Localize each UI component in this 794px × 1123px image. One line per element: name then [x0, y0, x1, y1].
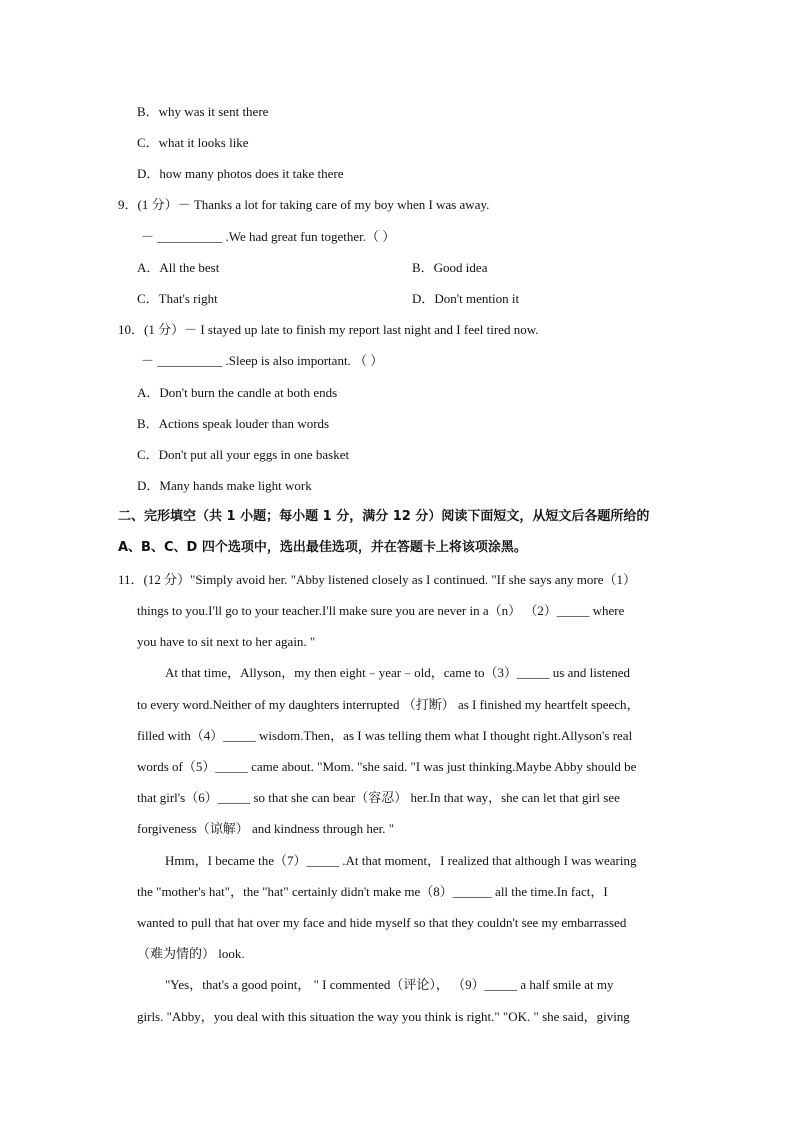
q9-option-c: C．That's right [137, 291, 218, 306]
q10-stem: 10．(1 分）－ I stayed up late to finish my report last night and I feel tired now. [118, 322, 539, 337]
q11-line-1: 11．(12 分）"Simply avoid her. "Abby listened closely as I continued. "If she says any more（1） [118, 572, 637, 587]
q8-option-b: B．why was it sent there [137, 104, 269, 119]
q10-response-blank: __________ [157, 353, 223, 368]
q11-line-15: girls. "Abby，you deal with this situation the way you think is right." "OK. " she said，giving [137, 1009, 630, 1024]
q11-line-7: words of（5）_____ came about. "Mom. "she said. "I was just thinking.Maybe Abby should be [137, 759, 637, 774]
q9-stem: 9．(1 分）－ Thanks a lot for taking care of my boy when I was away. [118, 197, 490, 212]
q10-option-b: B．Actions speak louder than words [137, 416, 330, 431]
q10-option-d: D．Many hands make light work [137, 478, 312, 493]
q11-line-2: things to you.I'll go to your teacher.I'll make sure you are never in a（n） （2）_____ where [137, 603, 625, 618]
q10-option-a: A．Don't burn the candle at both ends [137, 385, 338, 400]
q11-line-13: （难为情的） look. [137, 946, 245, 961]
q11-line-10: Hmm，I became the（7）_____ .At that moment，I realized that although I was wearing [165, 853, 637, 868]
q11-line-5: to every word.Neither of my daughters interrupted （打断） as I finished my heartfelt speech， [137, 697, 640, 712]
q10-response [141, 353, 383, 369]
q10-response-prefix: － [141, 353, 155, 368]
q11-line-8: that girl's（6）_____ so that she can bear（容忍） her.In that way，she can let that girl see [137, 790, 620, 805]
section-heading-line1: 二、完形填空（共 1 小题；每小题 1 分，满分 12 分）阅读下面短文，从短文后各题所给的 [118, 509, 650, 524]
q9-response [141, 229, 395, 245]
q11-line-3: you have to sit next to her again. " [137, 634, 316, 649]
q8-option-c: C．what it looks like [137, 135, 249, 150]
section-heading-line2: A、B、C、D 四个选项中，选出最佳选项，并在答题卡上将该项涂黑。 [118, 540, 527, 555]
q11-line-4: At that time，Allyson，my then eight﹣year﹣old，came to（3）_____ us and listened [165, 665, 631, 680]
q9-option-b: B．Good idea [412, 260, 488, 275]
q9-response-text: .We had great fun together.（ ） [225, 229, 396, 244]
q10-option-c: C．Don't put all your eggs in one basket [137, 447, 350, 462]
q8-option-d: D．how many photos does it take there [137, 166, 344, 181]
q11-line-12: wanted to pull that hat over my face and hide myself so that they couldn't see my embarrassed [137, 915, 627, 930]
q11-line-11: the "mother's hat"，the "hat" certainly didn't make me（8）______ all the time.In fact，I [137, 884, 608, 899]
q11-line-6: filled with（4）_____ wisdom.Then，as I was telling them what I thought right.Allyson's real [137, 728, 633, 743]
q11-line-14: "Yes，that's a good point， " I commented（评论）， （9）_____ a half smile at my [165, 977, 614, 992]
q9-option-a: A．All the best [137, 260, 220, 275]
q9-option-d: D．Don't mention it [412, 291, 520, 306]
q10-response-text: .Sleep is also important. （ ） [225, 353, 384, 368]
q9-response-blank: __________ [157, 229, 223, 244]
q11-line-9: forgiveness（谅解） and kindness through her. " [137, 821, 395, 836]
q9-response-prefix: － [141, 229, 155, 244]
